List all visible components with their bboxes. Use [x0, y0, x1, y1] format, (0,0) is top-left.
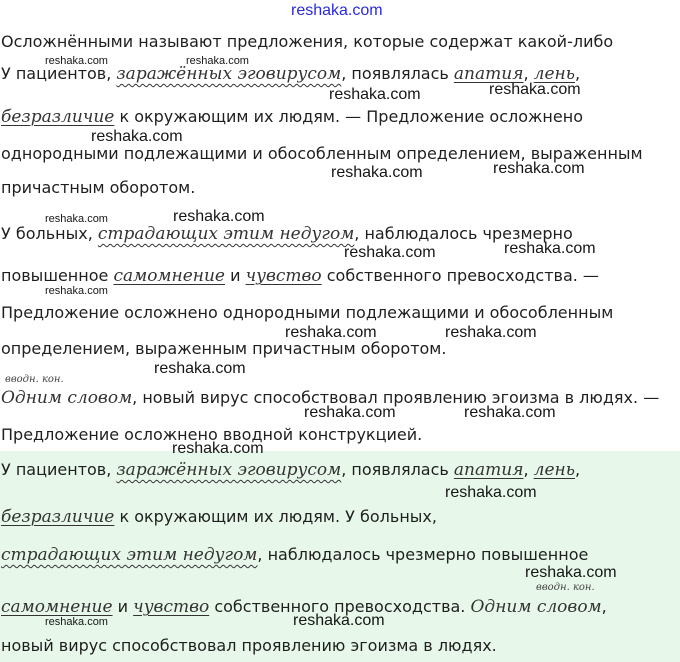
watermark: reshaka.com [504, 240, 596, 257]
ex1-comma: , [523, 64, 534, 83]
ex2-text-l2c: и [224, 266, 246, 285]
watermark: reshaka.com [154, 360, 246, 377]
ex2-line3: Предложение осложнено однородными подлежащими и обособленным [1, 303, 614, 322]
ans-participle-2: страдающих этим недугом [1, 545, 258, 565]
watermark: reshaka.com [489, 81, 581, 98]
ex2-text-l2e: собственного превосходства. — [321, 266, 599, 285]
ex1-line4: причастным оборотом. [1, 178, 196, 197]
ex2-line4: определением, выраженным причастным оборотом. [1, 339, 447, 358]
ex3-introductory: Одним словом [1, 388, 133, 408]
ex2-subject-1: самомнение [113, 266, 225, 286]
ex1-subject-1: апатия [453, 64, 524, 84]
watermark: reshaka.com [285, 324, 377, 341]
ans-text-l1c: , появлялась [341, 460, 454, 479]
watermark: reshaka.com [445, 324, 537, 341]
ex1-participle: заражённых эговирусом [116, 64, 342, 84]
ans-subject-3: безразличие [1, 507, 115, 527]
ex2-text-a: У больных, [1, 224, 98, 243]
ex1-line2 [1, 107, 583, 127]
answer-line1 [1, 460, 580, 480]
ex1-comma-2: , [574, 64, 581, 83]
watermark: reshaka.com [445, 484, 537, 501]
answer-line2 [1, 507, 437, 527]
ex2-line2 [1, 266, 599, 286]
watermark: reshaka.com [186, 55, 249, 67]
ex2-text-l2a: повышенное [1, 266, 114, 285]
ex3-text-b: , новый вирус способствовал проявлению эгоизма в людях. — [132, 388, 660, 407]
ans-subject-1: апатия [453, 460, 524, 480]
watermark: reshaka.com [45, 285, 108, 297]
ex2-participle: страдающих этим недугом [97, 224, 355, 244]
ans-text-l1a: У пациентов, [1, 460, 117, 479]
watermark: reshaka.com [493, 160, 585, 177]
ex2-subject-2: чувство [245, 266, 322, 286]
site-link[interactable]: reshaka.com [291, 2, 383, 19]
ans-subject-5: чувство [133, 597, 210, 617]
watermark: reshaka.com [304, 404, 396, 421]
ex1-text-l2b: к окружающим их людям. — Предложение осложнено [114, 107, 583, 126]
ex1-text-c: , появлялась [341, 64, 454, 83]
watermark: reshaka.com [331, 164, 423, 181]
ex1-subject-3: безразличие [1, 107, 115, 127]
ans-subject-4: самомнение [1, 597, 113, 617]
ans-text-l2b: к окружающим их людям. У больных, [114, 507, 437, 526]
ans-text-l4b: и [112, 597, 134, 616]
ex1-text-a: У пациентов, [1, 64, 117, 83]
ex2-text-c: , наблюдалось чрезмерно [354, 224, 573, 243]
ex1-line3: однородными подлежащими и обособленным определением, выраженным [1, 144, 643, 163]
watermark: reshaka.com [45, 616, 108, 628]
watermark: reshaka.com [45, 55, 108, 67]
intro-note-1: вводн. кон. [5, 374, 64, 385]
ans-participle-1: заражённых эговирусом [116, 460, 342, 480]
answer-line3 [1, 545, 588, 565]
watermark: reshaka.com [293, 612, 385, 629]
watermark: reshaka.com [344, 244, 436, 261]
ans-comma-3: , [601, 597, 607, 616]
ans-text-l3b: , наблюдалось чрезмерно повышенное [257, 545, 589, 564]
watermark: reshaka.com [172, 440, 264, 457]
watermark: reshaka.com [464, 404, 556, 421]
watermark: reshaka.com [329, 86, 421, 103]
ans-text-l4d: собственного превосходства. [209, 597, 471, 616]
ans-comma: , [523, 460, 534, 479]
ex3-line2: Предложение осложнено вводной конструкцией. [1, 425, 423, 444]
ans-introductory: Одним словом [470, 597, 602, 617]
watermark: reshaka.com [91, 128, 183, 145]
watermark: reshaka.com [525, 564, 617, 581]
ex1-subject-2: лень [533, 64, 575, 84]
intro-text: Осложнёнными называют предложения, которые содержат какой-либо [1, 32, 614, 51]
ex2-line1 [1, 224, 573, 244]
ans-subject-2: лень [533, 460, 575, 480]
intro-note-2: вводн. кон. [536, 582, 595, 593]
ans-comma-2: , [574, 460, 581, 479]
watermark: reshaka.com [45, 213, 108, 225]
watermark: reshaka.com [173, 208, 265, 225]
answer-line5: новый вирус способствовал проявлению эгоизма в людях. [1, 636, 497, 655]
